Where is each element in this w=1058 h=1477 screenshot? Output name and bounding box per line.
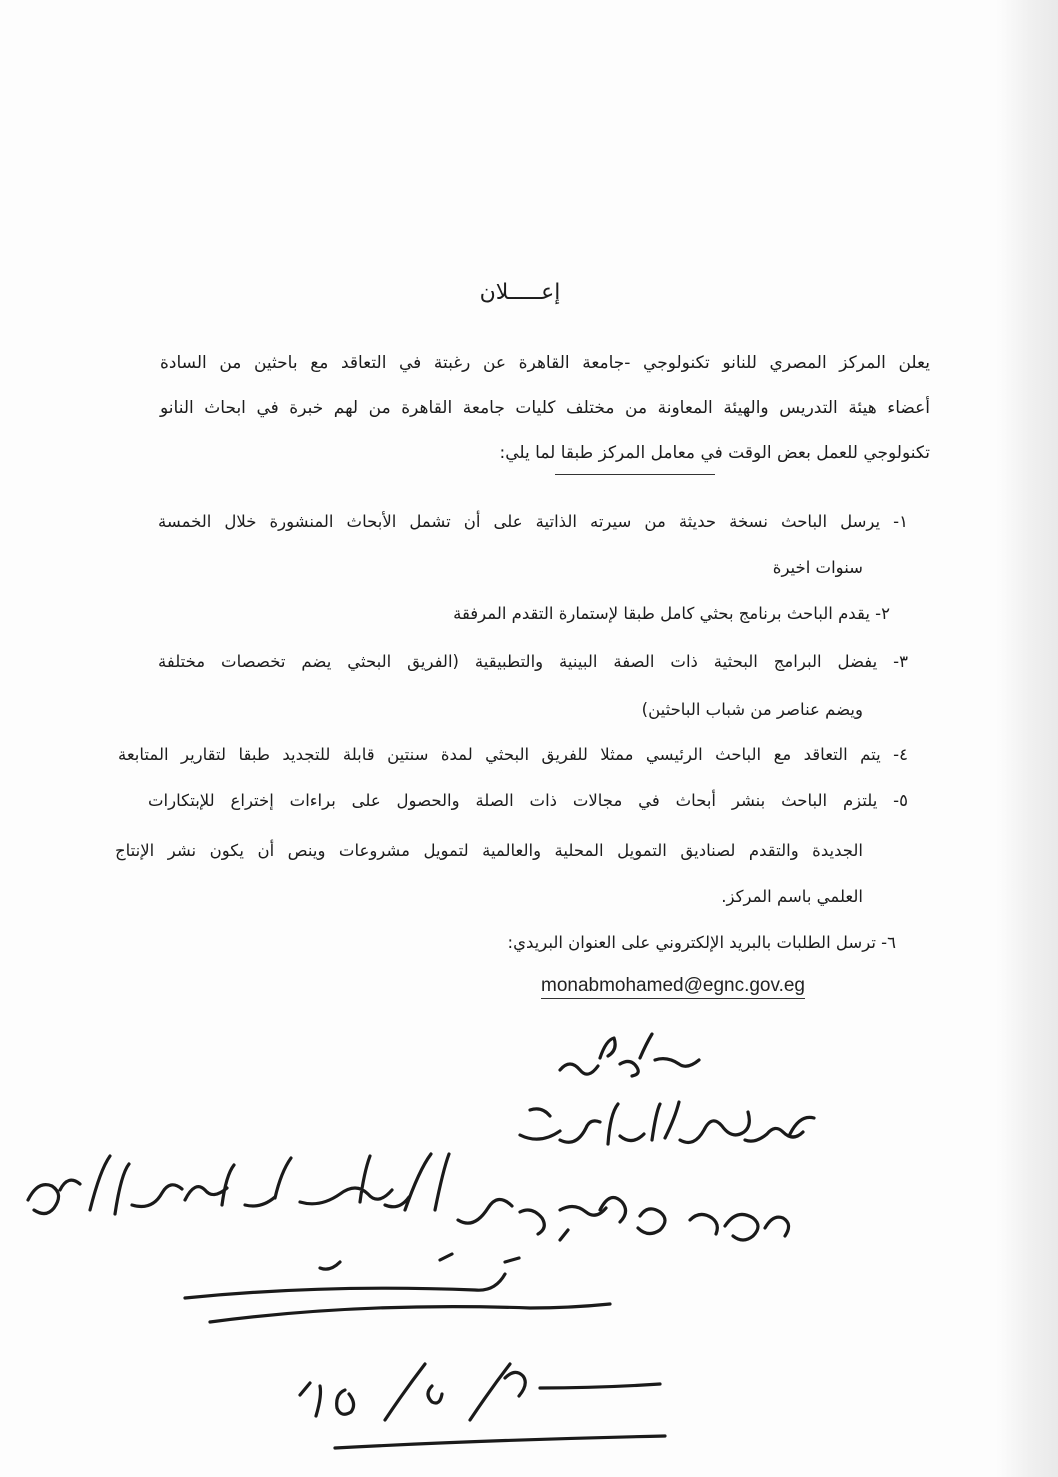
item-5-line-2: الجديدة والتقدم لصناديق التمويل المحلية والعالمية لتمويل مشروعات وينص أن يكون نشر الإنتاج — [115, 841, 863, 860]
item-3-line-2: ويضم عناصر من شباب الباحثين) — [641, 700, 863, 719]
intro-line-2: أعضاء هيئة التدريس والهيئة المعاونة من مختلف كليات جامعة القاهرة من لهم خبرة في ابحاث النانو — [160, 398, 930, 418]
item-4: ٤- يتم التعاقد مع الباحث الرئيسي ممثلا للفريق البحثي لمدة سنتين قابلة للتجديد طبقا لتقارير المتابعة — [118, 745, 908, 764]
item-5-line-3: العلمي باسم المركز. — [721, 887, 863, 906]
item-5-line-1: ٥- يلتزم الباحث بنشر أبحاث في مجالات ذات الصلة والحصول على براءات إختراع للإبتكارات — [148, 791, 908, 810]
item-6: ٦- ترسل الطلبات بالبريد الإلكتروني على العنوان البريدي: — [507, 933, 896, 952]
intro-line-3: تكنولوجي للعمل بعض الوقت في معامل المركز طبقا لما يلي: — [499, 443, 930, 463]
item-3-line-1: ٣- يفضل البرامج البحثية ذات الصفة البينية والتطبيقية (الفريق البحثي يضم تخصصات مختلفة — [158, 652, 908, 671]
item-2: ٢- يقدم الباحث برنامج بحثي كامل طبقا لإستمارة التقدم المرفقة — [453, 604, 890, 623]
intro-line-1: يعلن المركز المصري للنانو تكنولوجي -جامعة القاهرة عن رغبتة في التعاقد مع باحثين من السادة — [160, 353, 930, 373]
item-1-line-1: ١- يرسل الباحث نسخة حديثة من سيرته الذاتية على أن تشمل الأبحاث المنشورة خلال الخمسة — [158, 512, 908, 531]
announcement-title: إعـــــلان — [479, 280, 561, 305]
contact-email: monabmohamed@egnc.gov.eg — [541, 975, 805, 999]
item-1-line-2: سنوات اخيرة — [772, 558, 863, 577]
